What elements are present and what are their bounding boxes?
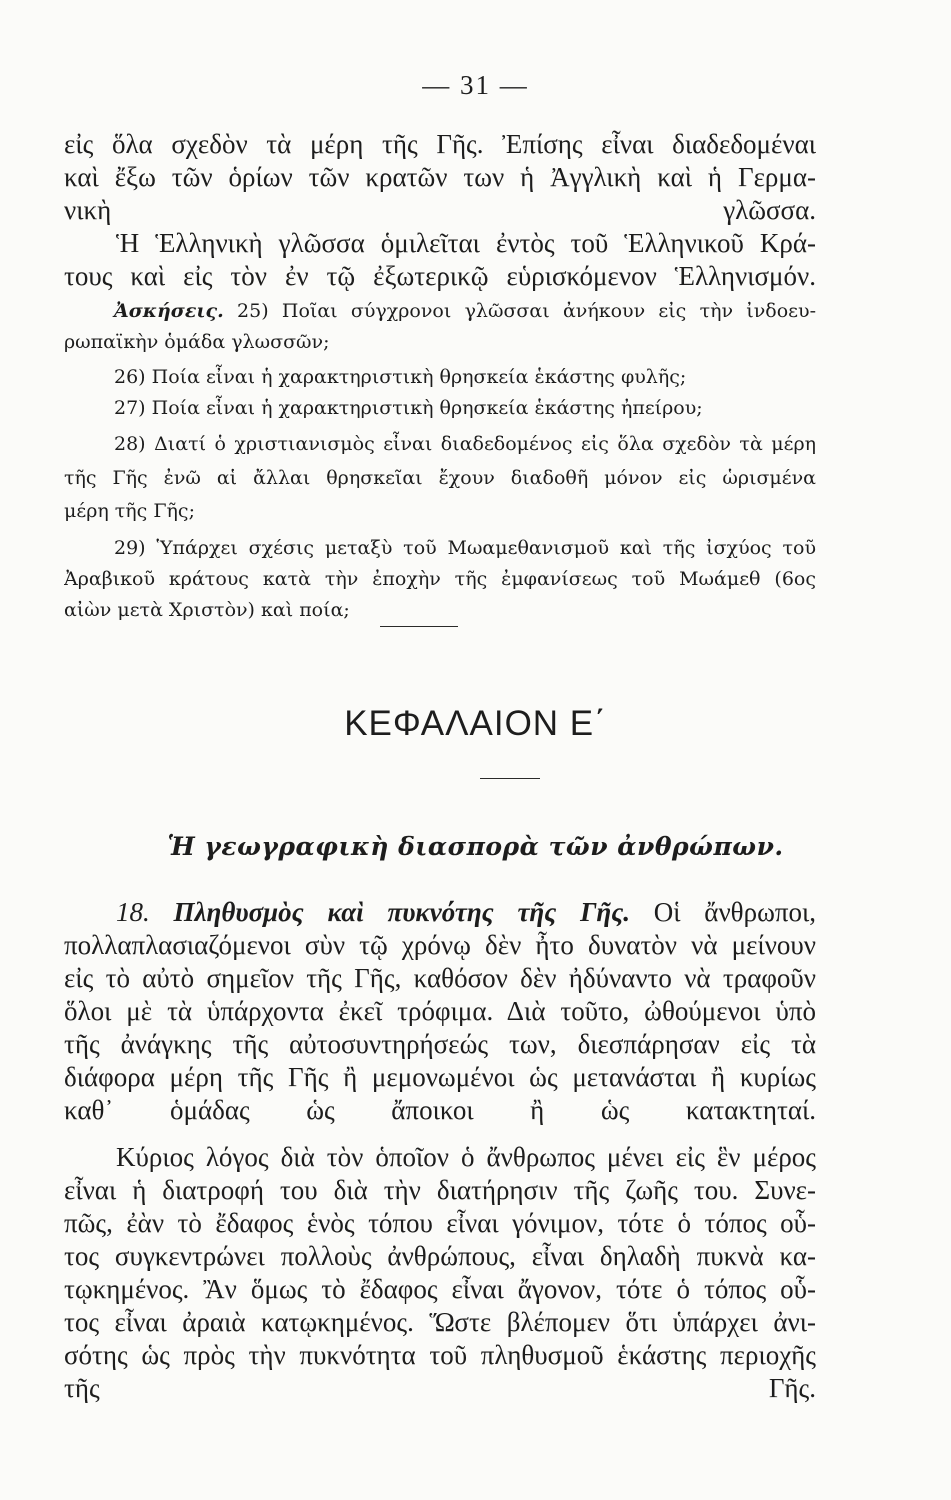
chapter-underline bbox=[480, 778, 540, 779]
text-line: τους καὶ εἰς τὸν ἐν τῷ ἐξωτερικῷ εὑρισκόμενον Ἑλληνισμόν. bbox=[64, 261, 816, 291]
section-18-heading-line bbox=[64, 896, 816, 929]
exercise-25-line bbox=[64, 296, 816, 327]
text-line: πολλαπλασιαζόμενοι σὺν τῷ χρόνῳ δὲν ἦτο δυνατὸν νὰ μείνουν bbox=[64, 930, 816, 960]
text-line: εἰς τὸ αὐτὸ σημεῖον τῆς Γῆς, καθόσον δὲν ἠδύναντο νὰ τραφοῦν bbox=[64, 963, 816, 993]
text-line: εἰς ὅλα σχεδὸν τὰ μέρη τῆς Γῆς. Ἐπίσης εἶναι διαδεδομέναι bbox=[64, 129, 816, 159]
text-line: Ἡ Ἑλληνικὴ γλῶσσα ὁμιλεῖται ἐντὸς τοῦ Ἑλληνικοῦ Κρά- bbox=[116, 228, 816, 258]
exercise-28-line: μέρη τῆς Γῆς; bbox=[64, 500, 195, 522]
text-line: τῆς ἀνάγκης τῆς αὐτοσυντηρήσεώς των, διεσπάρησαν εἰς τὰ bbox=[64, 1029, 816, 1059]
page-number: — 31 — bbox=[422, 70, 529, 100]
exercise-28-line: τῆς Γῆς ἐνῶ αἱ ἄλλαι θρησκεῖαι ἔχουν διαδοθῆ μόνον εἰς ὡρισμένα bbox=[64, 467, 816, 489]
paragraph-final bbox=[64, 1141, 816, 1405]
exercise-26: 26) Ποία εἶναι ἡ χαρακτηριστικὴ θρησκεία ἑκάστης φυλῆς; bbox=[114, 366, 687, 388]
text-line: διάφορα μέρη τῆς Γῆς ἢ μεμονωμένοι ὡς μετανάσται ἢ κυρίως bbox=[64, 1062, 816, 1092]
paragraph-1 bbox=[64, 128, 816, 227]
text-line: ὅλοι μὲ τὰ ὑπάρχοντα ἐκεῖ τρόφιμα. Διὰ τοῦτο, ὠθούμενοι ὑπὸ bbox=[64, 996, 816, 1026]
section-18 bbox=[64, 896, 816, 1127]
section-18-first-text: Οἱ ἄνθρωποι, bbox=[653, 897, 816, 927]
section-heading: Ἡ γεωγραφικὴ διασπορὰ τῶν ἀνθρώπων. bbox=[167, 832, 784, 861]
section-title: Πληθυσμὸς καὶ πυκνότης τῆς Γῆς. bbox=[173, 897, 630, 927]
exercise-27: 27) Ποία εἶναι ἡ χαρακτηριστικὴ θρησκεία ἑκάστης ἠπείρου; bbox=[114, 397, 703, 419]
text-line: τῆς Γῆς. bbox=[64, 1373, 816, 1403]
paragraph-2 bbox=[64, 227, 816, 293]
text-line: σότης ὡς πρὸς τὴν πυκνότητα τοῦ πληθυσμοῦ ἑκάστης περιοχῆς bbox=[64, 1340, 816, 1370]
text-line: καὶ ἔξω τῶν ὁρίων τῶν κρατῶν των ἡ Ἀγγλικὴ καὶ ἡ Γερμα- bbox=[64, 162, 816, 192]
section-number: 18. bbox=[116, 897, 150, 927]
divider-rule bbox=[380, 626, 458, 627]
text-line: τος συγκεντρώνει πολλοὺς ἀνθρώπους, εἶναι δηλαδὴ πυκνὰ κα- bbox=[64, 1241, 816, 1271]
text-line: τος εἶναι ἀραιὰ κατῳκημένος. Ὥστε βλέπομεν ὅτι ὑπάρχει ἀνι- bbox=[64, 1307, 816, 1337]
exercise-29-line: 29) Ὑπάρχει σχέσις μεταξὺ τοῦ Μωαμεθανισμοῦ καὶ τῆς ἰσχύος τοῦ bbox=[114, 537, 816, 559]
text-line: Κύριος λόγος διὰ τὸν ὁποῖον ὁ ἄνθρωπος μένει εἰς ἓν μέρος bbox=[116, 1142, 816, 1172]
text-line: νικὴ γλῶσσα. bbox=[64, 195, 816, 225]
text-line: καθ᾽ ὁμάδας ὡς ἄποικοι ἢ ὡς κατακτηταί. bbox=[64, 1095, 816, 1125]
exercise-29-line: αἰὼν μετὰ Χριστὸν) καὶ ποία; bbox=[64, 599, 350, 621]
exercise-28-line: 28) Διατί ὁ χριστιανισμὸς εἶναι διαδεδομένος εἰς ὅλα σχεδὸν τὰ μέρη bbox=[114, 433, 816, 455]
exercise-25-cont: ρωπαϊκὴν ὁμάδα γλωσσῶν; bbox=[64, 331, 330, 353]
exercises bbox=[64, 296, 816, 626]
text-line: τῳκημένος. Ἂν ὅμως τὸ ἔδαφος εἶναι ἄγονον, τότε ὁ τόπος οὗ- bbox=[64, 1274, 816, 1304]
chapter-title: ΚΕΦΑΛΑΙΟΝ Ε΄ bbox=[344, 704, 607, 743]
text-line: πῶς, ἐὰν τὸ ἔδαφος ἑνὸς τόπου εἶναι γόνιμον, τότε ὁ τόπος οὗ- bbox=[64, 1208, 816, 1238]
text-line: εἶναι ἡ διατροφή του διὰ τὴν διατήρησιν τῆς ζωῆς του. Συνε- bbox=[64, 1175, 816, 1205]
exercise-29-line: Ἀραβικοῦ κράτους κατὰ τὴν ἐποχὴν τῆς ἐμφανίσεως τοῦ Μωάμεθ (6ος bbox=[64, 568, 816, 590]
exercise-25-text: 25) Ποῖαι σύγχρονοι γλῶσσαι ἀνήκουν εἰς τὴν ἰνδοευ- bbox=[237, 300, 816, 322]
exercises-label: Ἀσκήσεις. bbox=[114, 300, 224, 322]
